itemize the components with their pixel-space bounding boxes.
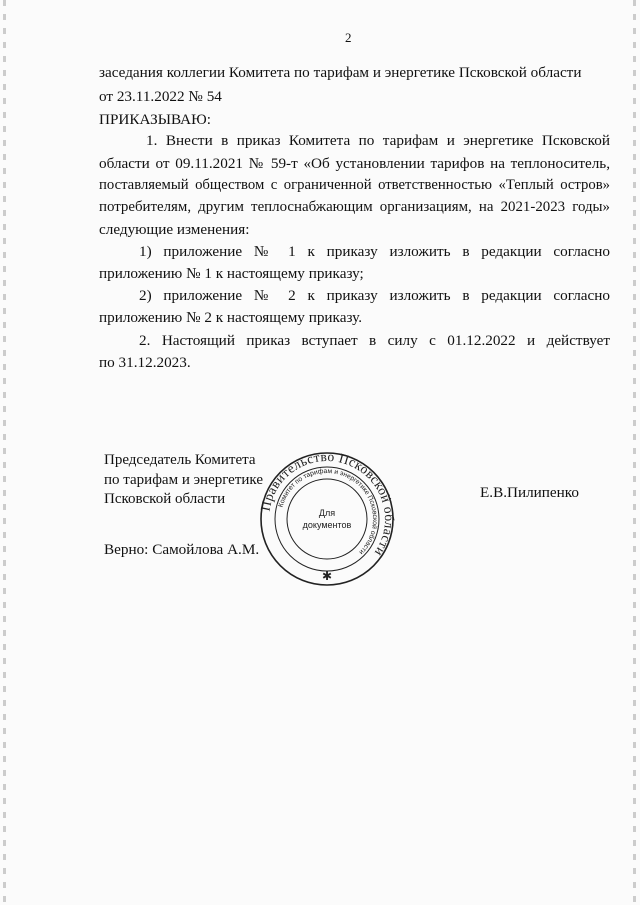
p2-line-2: по 31.12.2023. — [99, 354, 191, 371]
signatory-title-line: Председатель Комитета — [104, 452, 256, 468]
signatory-title — [104, 451, 263, 510]
stamp-middle-ring — [275, 467, 379, 571]
sub1-line-1: 1) приложение № 1 к приказу изложить в редакции согласно — [139, 243, 610, 260]
body-line-1 — [99, 64, 609, 81]
body-line-2: от 23.11.2022 № 54 — [99, 88, 222, 105]
stamp-center-line-1: Для — [318, 508, 336, 518]
stamp-inner-text: Комитет по тарифам и энергетике Псковской области — [277, 467, 379, 556]
stamp-outer-text: Правительство Псковской области — [257, 449, 397, 560]
order-heading: ПРИКАЗЫВАЮ: — [99, 111, 211, 128]
signatory-title-line: по тарифам и энергетике — [104, 471, 263, 488]
p2-line-1: 2. Настоящий приказ вступает в силу с 01.12.2022 и действует — [139, 332, 610, 349]
p1-line-4: потребителям, другим теплоснабжающим организациям, на 2021-2023 годы» — [99, 199, 610, 215]
scan-edge-left — [3, 0, 6, 905]
page-number: 2 — [345, 30, 352, 45]
sub2-line-1: 2) приложение № 2 к приказу изложить в редакции согласно — [139, 287, 610, 304]
scan-edge-right — [633, 0, 636, 905]
sub2-line-2: приложению № 2 к настоящему приказу. — [99, 309, 362, 326]
p1-line-2: области от 09.11.2021 № 59-т «Об установлении тарифов на теплоноситель, — [99, 155, 610, 172]
signatory-title-line: Псковской области — [104, 491, 226, 507]
stamp-inner-ring — [287, 479, 367, 559]
stamp-center-line-2: документов — [302, 520, 352, 530]
official-stamp — [257, 449, 397, 589]
stamp-star-icon: ✱ — [321, 569, 333, 583]
p1-line-1: 1. Внести в приказ Комитета по тарифам и энергетике Псковской — [146, 132, 610, 149]
signatory-name: Е.В.Пилипенко — [480, 484, 579, 501]
text: заседания коллегии Комитета по тарифам и энергетике Псковской области — [99, 64, 582, 81]
verified-by: Верно: Самойлова А.М. — [104, 541, 260, 558]
p1-line-3: поставляемый обществом с ограниченной ответственностью «Теплый остров» — [99, 177, 610, 193]
p1-line-5: следующие изменения: — [99, 221, 250, 238]
sub1-line-2: приложению № 1 к настоящему приказу; — [99, 265, 364, 282]
